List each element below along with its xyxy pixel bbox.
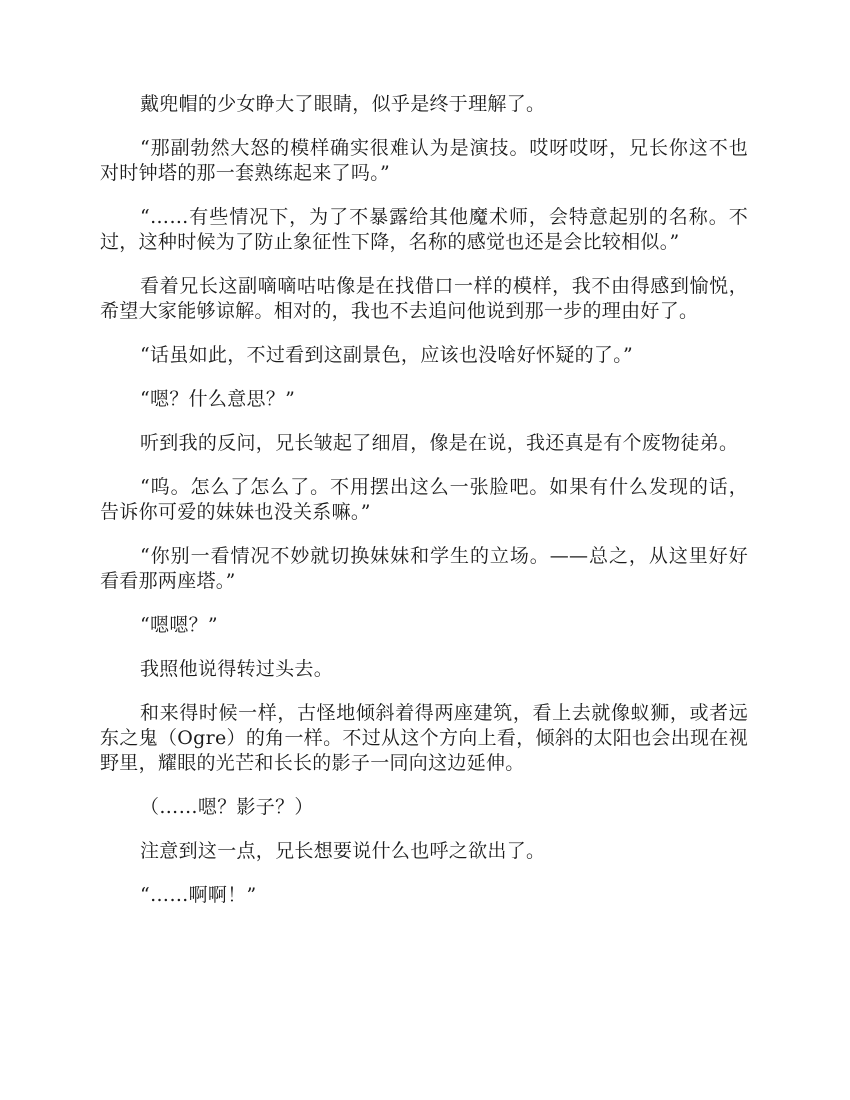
paragraph: 戴兜帽的少女睁大了眼睛，似乎是终于理解了。 [140, 93, 546, 115]
paragraph: 看着兄长这副嘀嘀咕咕像是在找借口一样的模样，我不由得感到愉悦，希望大家能够谅解。相对的，我也不去追问他说到那一步的理由好了。 [100, 275, 748, 322]
paragraph: “呜。怎么了怎么了。不用摆出这么一张脸吧。如果有什么发现的话，告诉你可爱的妹妹也没关系嘛。” [100, 476, 748, 523]
paragraph: “……有些情况下，为了不暴露给其他魔术师，会特意起别的名称。不过，这种时候为了防止象征性下降，名称的感觉也还是会比较相似。” [100, 206, 748, 253]
paragraph: 和来得时候一样，古怪地倾斜着得两座建筑，看上去就像蚁狮，或者远东之鬼（Ogre）的角一样。不过从这个方向上看，倾斜的太阳也会出现在视野里，耀眼的光芒和长长的影子一同向这边延伸。 [100, 702, 748, 774]
paragraph: “嗯？什么意思？” [140, 388, 296, 410]
document-body [100, 92, 748, 927]
paragraph: “那副勃然大怒的模样确实很难认为是演技。哎呀哎呀，兄长你这不也对时钟塔的那一套熟练起来了吗。” [100, 137, 748, 184]
paragraph: “话虽如此，不过看到这副景色，应该也没啥好怀疑的了。” [140, 344, 634, 366]
paragraph: “嗯嗯？” [140, 614, 218, 636]
paragraph: 注意到这一点，兄长想要说什么也呼之欲出了。 [140, 840, 546, 862]
paragraph: 听到我的反问，兄长皱起了细眉，像是在说，我还真是有个废物徒弟。 [140, 432, 739, 454]
paragraph: “你别一看情况不妙就切换妹妹和学生的立场。——总之，从这里好好看看那两座塔。” [100, 545, 748, 592]
paragraph: “……啊啊！” [140, 884, 257, 906]
paragraph: （……嗯？影子？） [140, 796, 314, 818]
paragraph: 我照他说得转过头去。 [140, 658, 334, 680]
